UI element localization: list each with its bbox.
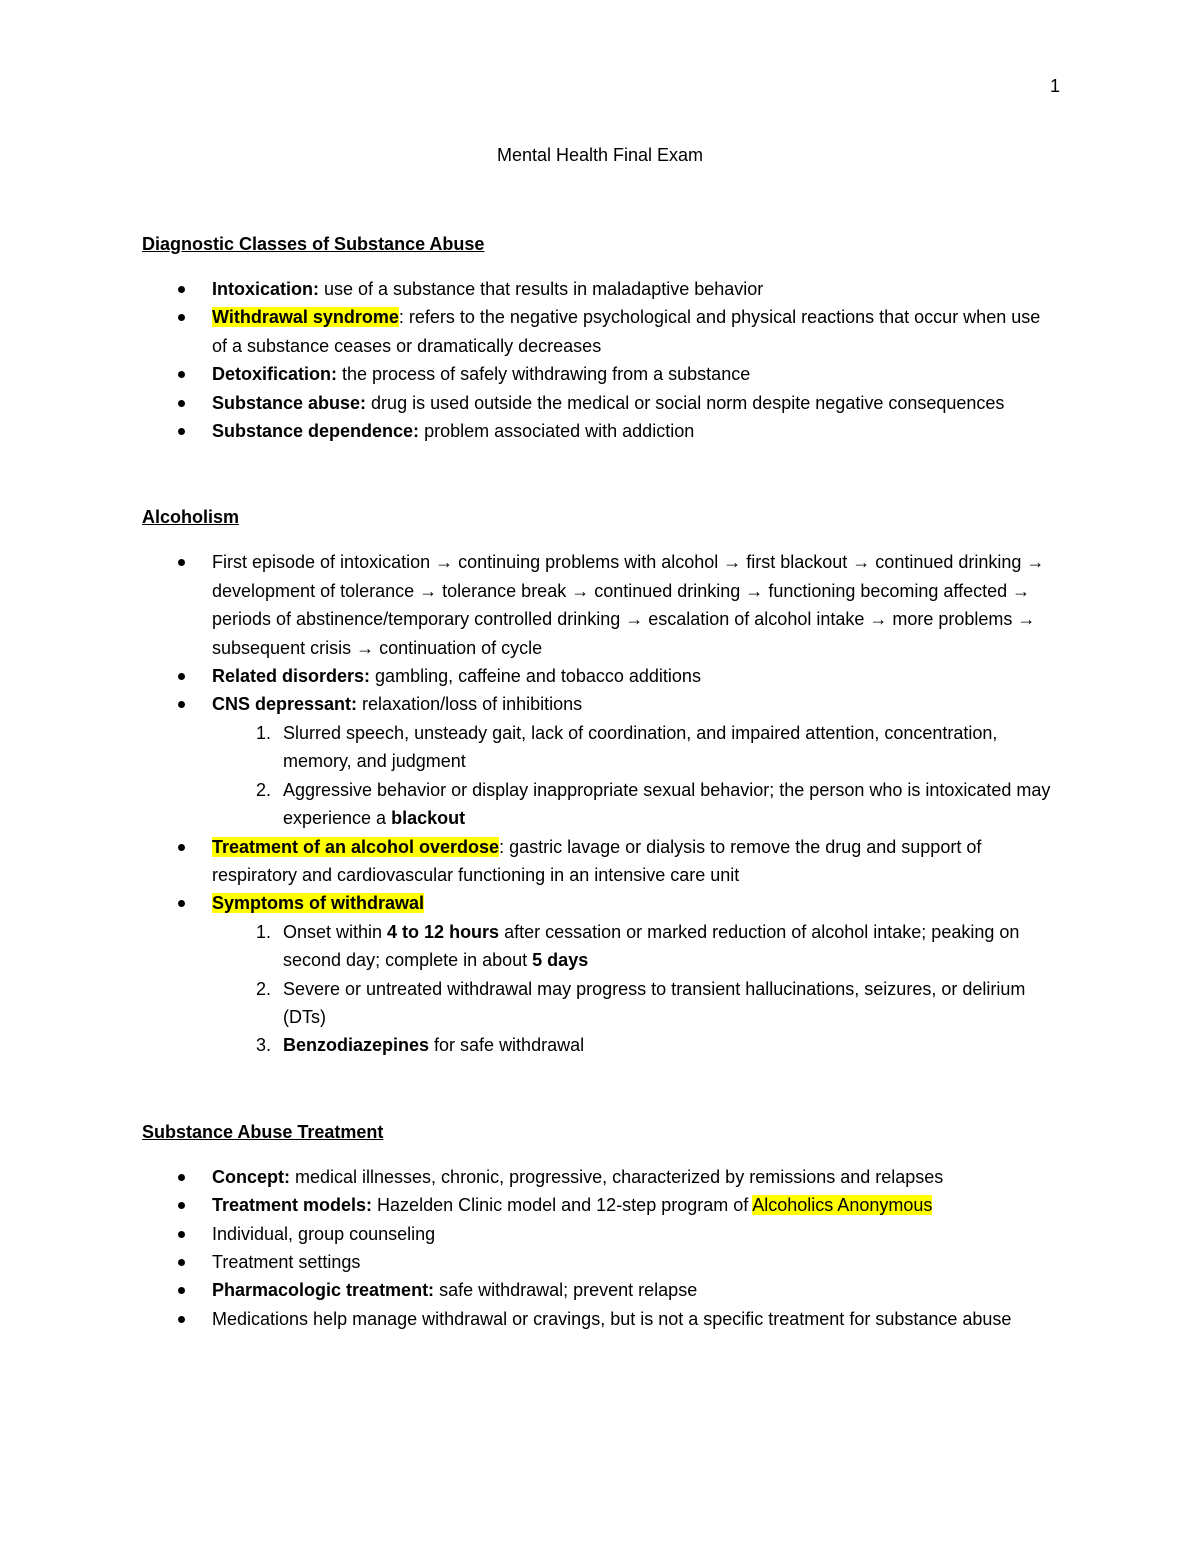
item-number: 2.: [255, 978, 271, 999]
item-text: Medications help manage withdrawal or cravings, but is not a specific treatment for substance abuse: [212, 1308, 1012, 1329]
item-number: 3.: [255, 1035, 271, 1056]
bold-term: blackout: [391, 808, 466, 829]
bold-term: Benzodiazepines: [283, 1035, 430, 1056]
term: Treatment models:: [212, 1195, 373, 1216]
bold-term: 5 days: [532, 950, 589, 971]
definition: drug is used outside the medical or social norm despite negative consequences: [366, 392, 1005, 413]
highlighted-term: Symptoms of withdrawal: [212, 893, 425, 914]
term: Pharmacologic treatment:: [212, 1280, 435, 1301]
page-number: 1: [1049, 76, 1060, 96]
term: CNS depressant:: [212, 694, 358, 715]
list-item: [142, 690, 1052, 832]
definition: relaxation/loss of inhibitions: [357, 694, 583, 715]
list-item: [142, 275, 1052, 303]
list-item: [142, 889, 1052, 1059]
cycle-text: First episode of intoxication → continuing problems with alcohol → first blackout → continued drinking → development of tolerance → tolerance break → continued drinking → functioning becoming affected → periods of abstinence/temporary controlled drinking → escalation of alcohol intake → more problems → subsequent crisis → continuation of cycle: [212, 552, 1045, 658]
document-body: [142, 230, 1052, 1333]
definition: Hazelden Clinic model and 12-step program of: [372, 1195, 753, 1216]
term: Related disorders:: [212, 666, 371, 687]
item-text: Individual, group counseling: [212, 1223, 436, 1244]
section-heading: Substance Abuse Treatment: [142, 1121, 384, 1142]
section-heading: Diagnostic Classes of Substance Abuse: [142, 234, 485, 254]
term: Detoxification:: [212, 364, 338, 385]
item-text: for safe withdrawal: [429, 1035, 585, 1056]
list-item: [142, 548, 1052, 662]
section-substance-abuse-treatment: [142, 1118, 1052, 1333]
list-item: [142, 1220, 1052, 1248]
list-item: [142, 360, 1052, 388]
item-text: Slurred speech, unsteady gait, lack of coordination, and impaired attention, concentration, memory, and judgment: [283, 722, 998, 772]
bullet-list: [142, 1163, 1052, 1333]
section-alcoholism: [142, 503, 1052, 1059]
term: Substance dependence:: [212, 421, 420, 442]
list-item: [142, 303, 1052, 360]
term: Substance abuse:: [212, 392, 367, 413]
bullet-list: [142, 275, 1052, 445]
list-item: [142, 1191, 1052, 1219]
item-text: Onset within: [283, 921, 388, 942]
section-diagnostic-classes: [142, 230, 1052, 445]
highlighted-term: Withdrawal syndrome: [212, 307, 399, 328]
definition: the process of safely withdrawing from a substance: [337, 364, 751, 385]
item-number: 1.: [255, 921, 271, 942]
bold-term: 4 to 12 hours: [387, 921, 500, 942]
term: Intoxication:: [212, 279, 319, 299]
document-title: Mental Health Final Exam: [496, 145, 704, 165]
numbered-item: [212, 776, 1052, 833]
list-item: [142, 417, 1052, 445]
definition: gambling, caffeine and tobacco additions: [370, 666, 701, 687]
numbered-item: [212, 918, 1052, 975]
list-item: [142, 833, 1052, 890]
numbered-list: [142, 719, 1052, 833]
item-text: after cessation or marked reduction of alcohol intake; peaking on second day; complete in about: [283, 921, 1020, 971]
numbered-item: [212, 975, 1052, 1032]
list-item: [142, 1163, 1052, 1191]
item-number: 2.: [255, 779, 271, 800]
bullet-list: [142, 548, 1052, 1059]
list-item: [142, 1248, 1052, 1276]
item-text: Aggressive behavior or display inappropriate sexual behavior; the person who is intoxicated may experience a: [283, 779, 1051, 829]
list-item: [142, 1276, 1052, 1304]
definition: problem associated with addiction: [419, 421, 695, 442]
definition: use of a substance that results in maladaptive behavior: [319, 279, 764, 299]
list-item: [142, 389, 1052, 417]
numbered-list: [142, 918, 1052, 1060]
definition: : refers to the negative psychological and physical reactions that occur when use of a substance ceases or dramatically decreases: [212, 307, 1041, 356]
highlighted-term: Treatment of an alcohol overdose: [212, 836, 500, 857]
list-item: [142, 1305, 1052, 1333]
item-text: Treatment settings: [212, 1251, 361, 1272]
definition: safe withdrawal; prevent relapse: [434, 1280, 698, 1301]
numbered-item: [212, 1031, 1052, 1059]
highlighted-text: Alcoholics Anonymous: [752, 1195, 933, 1216]
item-text: Severe or untreated withdrawal may progress to transient hallucinations, seizures, or delirium (DTs): [283, 978, 1026, 1027]
definition: : gastric lavage or dialysis to remove the drug and support of respiratory and cardiovascular functioning in an intensive care unit: [212, 836, 982, 885]
list-item: [142, 662, 1052, 690]
section-heading: Alcoholism: [142, 507, 240, 528]
term: Concept:: [212, 1166, 290, 1187]
item-number: 1.: [255, 722, 271, 743]
numbered-item: [212, 719, 1052, 776]
definition: medical illnesses, chronic, progressive, characterized by remissions and relapses: [290, 1166, 944, 1187]
